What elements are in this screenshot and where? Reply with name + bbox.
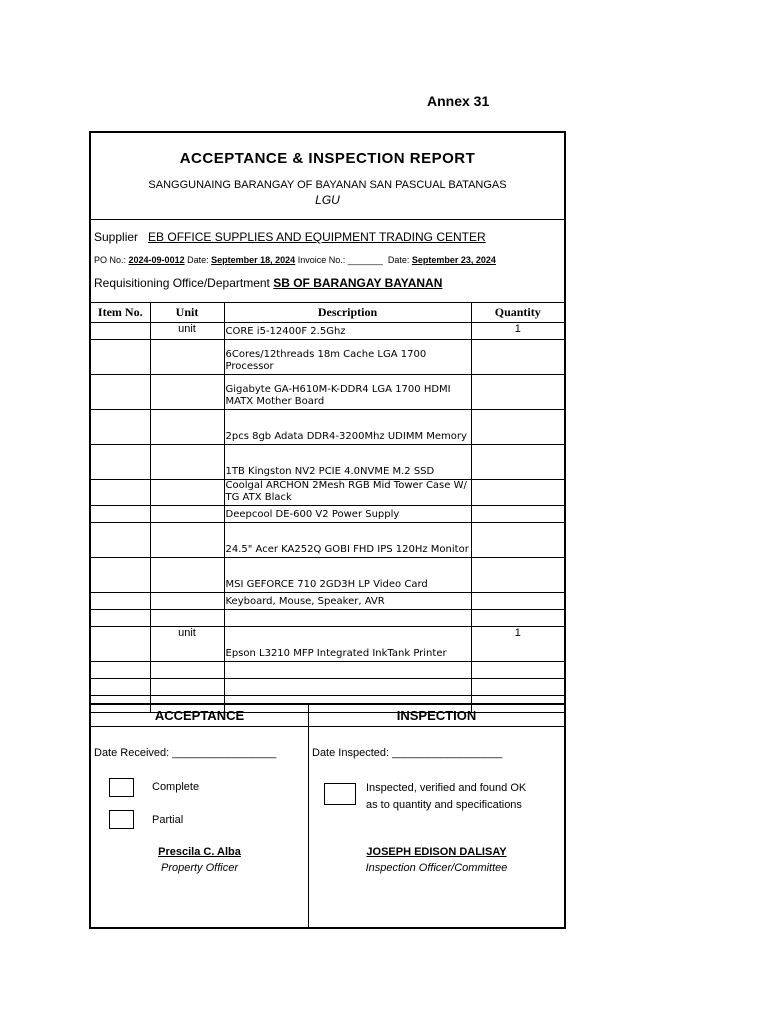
cell-description <box>224 679 471 696</box>
inspection-officer-role: Inspection Officer/Committee <box>365 862 508 874</box>
cell-quantity <box>471 410 564 445</box>
report-header <box>91 133 564 220</box>
invoice-label: Invoice No.: <box>297 255 346 265</box>
date-received <box>94 747 276 759</box>
cell-item-no <box>91 627 150 662</box>
date-inspected <box>312 747 502 759</box>
requisition-label: Requisitioning Office/Department <box>94 276 270 290</box>
cell-quantity <box>471 558 564 593</box>
cell-unit: unit <box>150 627 224 662</box>
cell-quantity <box>471 480 564 506</box>
property-officer-signature <box>91 846 308 874</box>
cell-quantity <box>471 662 564 679</box>
items-table <box>91 303 564 713</box>
lgu-label: LGU <box>315 193 340 207</box>
cell-quantity <box>471 445 564 480</box>
inspection-officer-signature <box>309 846 564 874</box>
table-row <box>91 662 564 679</box>
date-received-label: Date Received: <box>94 747 170 759</box>
col-description: Description <box>224 303 471 323</box>
cell-unit <box>150 662 224 679</box>
property-officer-role: Property Officer <box>160 862 239 874</box>
cell-unit <box>150 523 224 558</box>
organization-name: SANGGUNAING BARANGAY OF BAYANAN SAN PASCUAL BATANGAS <box>148 179 507 191</box>
partial-label: Partial <box>152 814 184 826</box>
cell-unit <box>150 593 224 610</box>
cell-item-no <box>91 593 150 610</box>
cell-description: 6Cores/12threads 18m Cache LGA 1700 Processor <box>224 340 471 375</box>
cell-unit <box>150 558 224 593</box>
property-officer-name: Prescila C. Alba <box>158 846 241 858</box>
table-row <box>91 558 564 593</box>
table-row <box>91 480 564 506</box>
cell-item-no <box>91 340 150 375</box>
acceptance-heading: ACCEPTANCE <box>91 705 308 727</box>
cell-description: Keyboard, Mouse, Speaker, AVR <box>224 593 471 610</box>
inspection-heading: INSPECTION <box>309 705 564 727</box>
requisition-line <box>94 276 442 290</box>
complete-label: Complete <box>152 781 200 793</box>
invoice-date-label: Date: <box>387 255 410 265</box>
cell-description <box>224 610 471 627</box>
cell-item-no <box>91 375 150 410</box>
table-row <box>91 593 564 610</box>
cell-quantity: 1 <box>471 627 564 662</box>
table-row <box>91 506 564 523</box>
requisition-value: SB OF BARANGAY BAYANAN <box>273 276 443 290</box>
cell-item-no <box>91 558 150 593</box>
inspected-note <box>366 780 526 814</box>
cell-item-no <box>91 445 150 480</box>
cell-quantity <box>471 679 564 696</box>
po-label: PO No.: <box>94 255 127 265</box>
annex-label: Annex 31 <box>427 93 490 109</box>
table-row <box>91 679 564 696</box>
date-inspected-blank: __________________ <box>392 747 503 759</box>
cell-unit <box>150 445 224 480</box>
report-title: ACCEPTANCE & INSPECTION REPORT <box>179 150 476 167</box>
po-date-value: September 18, 2024 <box>211 255 296 265</box>
acceptance-panel <box>91 705 309 929</box>
col-quantity: Quantity <box>471 303 564 323</box>
inspected-checkbox[interactable] <box>324 783 356 805</box>
partial-checkbox[interactable] <box>109 810 134 829</box>
cell-unit <box>150 375 224 410</box>
report-form <box>89 131 566 929</box>
cell-description: MSI GEFORCE 710 2GD3H LP Video Card <box>224 558 471 593</box>
cell-unit <box>150 610 224 627</box>
table-row <box>91 627 564 662</box>
inspection-panel <box>309 705 564 929</box>
cell-unit <box>150 340 224 375</box>
table-header-row <box>91 303 564 323</box>
po-date-label: Date: <box>187 255 209 265</box>
inspected-note-line2: as to quantity and specifications <box>366 799 522 811</box>
cell-quantity: 1 <box>471 323 564 340</box>
cell-quantity <box>471 506 564 523</box>
table-row <box>91 445 564 480</box>
cell-description: CORE i5-12400F 2.5Ghz <box>224 323 471 340</box>
cell-description <box>224 662 471 679</box>
supplier-info <box>91 220 564 303</box>
cell-unit <box>150 506 224 523</box>
cell-description: Coolgal ARCHON 2Mesh RGB Mid Tower Case W/ TG ATX Black <box>224 480 471 506</box>
supplier-line <box>94 230 486 244</box>
cell-quantity <box>471 375 564 410</box>
table-row <box>91 375 564 410</box>
cell-quantity <box>471 610 564 627</box>
table-row <box>91 610 564 627</box>
col-item-no: Item No. <box>91 303 150 323</box>
col-unit: Unit <box>150 303 224 323</box>
cell-unit <box>150 410 224 445</box>
po-line <box>94 255 496 265</box>
cell-description: 1TB Kingston NV2 PCIE 4.0NVME M.2 SSD <box>224 445 471 480</box>
supplier-value: EB OFFICE SUPPLIES AND EQUIPMENT TRADING CENTER <box>148 230 486 244</box>
cell-description: 2pcs 8gb Adata DDR4-3200Mhz UDIMM Memory <box>224 410 471 445</box>
table-row <box>91 323 564 340</box>
cell-item-no <box>91 506 150 523</box>
cell-description: Deepcool DE-600 V2 Power Supply <box>224 506 471 523</box>
cell-description: Gigabyte GA-H610M-K-DDR4 LGA 1700 HDMI MATX Mother Board <box>224 375 471 410</box>
cell-item-no <box>91 480 150 506</box>
cell-item-no <box>91 610 150 627</box>
complete-checkbox[interactable] <box>109 778 134 797</box>
cell-unit <box>150 679 224 696</box>
cell-item-no <box>91 662 150 679</box>
table-row <box>91 523 564 558</box>
supplier-label: Supplier <box>94 230 139 244</box>
cell-quantity <box>471 340 564 375</box>
signature-section <box>91 703 564 929</box>
table-row <box>91 340 564 375</box>
date-received-blank: _________________ <box>172 747 277 759</box>
inspection-officer-name: JOSEPH EDISON DALISAY <box>366 846 507 858</box>
cell-quantity <box>471 523 564 558</box>
cell-quantity <box>471 593 564 610</box>
inspected-note-line1: Inspected, verified and found OK <box>366 782 527 794</box>
cell-unit <box>150 480 224 506</box>
cell-description: Epson L3210 MFP Integrated InkTank Printer <box>224 627 471 662</box>
po-value: 2024-09-0012 <box>128 255 185 265</box>
cell-unit: unit <box>150 323 224 340</box>
cell-item-no <box>91 523 150 558</box>
invoice-blank: _______ <box>347 255 383 265</box>
cell-description: 24.5" Acer KA252Q GOBI FHD IPS 120Hz Monitor <box>224 523 471 558</box>
table-row <box>91 410 564 445</box>
cell-item-no <box>91 679 150 696</box>
cell-item-no <box>91 410 150 445</box>
date-inspected-label: Date Inspected: <box>312 747 390 759</box>
cell-item-no <box>91 323 150 340</box>
invoice-date-value: September 23, 2024 <box>411 255 496 265</box>
